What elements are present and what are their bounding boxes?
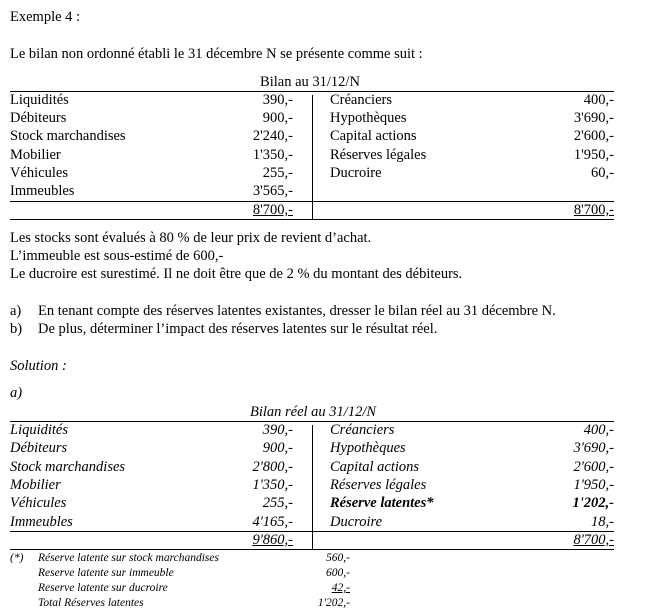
footnote-total-value: 1'202,-	[317, 597, 350, 609]
bilan-left-label: Liquidités	[10, 92, 69, 108]
footnote-marker: (*)	[10, 552, 24, 564]
bilan-left-value: 3'565,-	[252, 183, 293, 199]
bilan-reel-title: Bilan réel au 31/12/N	[249, 404, 377, 420]
bilan-right-label: Hypothèques	[330, 110, 407, 126]
bilan-right-label: Créanciers	[330, 92, 392, 108]
bilan-reel-left-value: 2'800,-	[252, 459, 293, 475]
bilan-reel-right-label: Réserves légales	[330, 477, 427, 493]
bilan-right-value: 3'690,-	[573, 110, 614, 126]
bilan-left-label: Véhicules	[10, 165, 68, 181]
solution-part-a: a)	[10, 385, 23, 401]
bilan-reel-right-value: 1'202,-	[572, 495, 614, 511]
bilan-total-left: 8'700,-	[252, 202, 293, 218]
note-line: Le ducroire est surestimé. Il ne doit être que de 2 % du montant des débiteurs.	[10, 266, 463, 282]
question-text: De plus, déterminer l’impact des réserves latentes sur le résultat réel.	[38, 321, 438, 337]
note-line: Les stocks sont évalués à 80 % de leur prix de revient d’achat.	[10, 230, 372, 246]
bilan-left-value: 390,-	[262, 92, 293, 108]
bilan-right-label: Capital actions	[330, 128, 417, 144]
bilan-right-label: Réserves légales	[330, 147, 427, 163]
bilan-title: Bilan au 31/12/N	[260, 74, 360, 90]
footnote-label: Réserve latente sur stock marchandises	[38, 552, 219, 564]
bilan-left-label: Immeubles	[10, 183, 75, 199]
bilan-reel-left-value: 255,-	[262, 495, 293, 511]
note-line: L’immeuble est sous-estimé de 600,-	[10, 248, 224, 264]
bilan-right-value: 400,-	[583, 92, 614, 108]
bilan-reel-left-label: Véhicules	[10, 495, 67, 511]
bilan-left-label: Mobilier	[10, 147, 61, 163]
bilan-reel-left-label: Stock marchandises	[10, 459, 126, 475]
heading: Exemple 4 :	[10, 9, 81, 25]
bilan-reel-right-value: 400,-	[583, 422, 614, 438]
bilan-left-value: 2'240,-	[252, 128, 293, 144]
footnote-total-label: Total Réserves latentes	[38, 597, 144, 609]
question-marker: a)	[10, 303, 22, 319]
bilan-total-right: 8'700,-	[573, 202, 614, 218]
footnote-value: 600,-	[326, 567, 350, 579]
bilan-right-label: Ducroire	[330, 165, 382, 181]
solution-label: Solution :	[10, 358, 67, 374]
bilan-reel-right-value: 2'600,-	[573, 459, 614, 475]
bilan-left-value: 255,-	[262, 165, 293, 181]
bilan-reel-right-value: 18,-	[591, 514, 614, 530]
intro-text: Le bilan non ordonné établi le 31 décembre N se présente comme suit :	[10, 46, 423, 62]
bilan-reel-left-label: Mobilier	[10, 477, 61, 493]
bilan-right-value: 1'950,-	[573, 147, 614, 163]
bilan-left-value: 1'350,-	[252, 147, 293, 163]
bilan-left-label: Stock marchandises	[10, 128, 126, 144]
bilan-reel-left-value: 4'165,-	[252, 514, 293, 530]
question-marker: b)	[10, 321, 23, 337]
bilan-reel-left-value: 1'350,-	[252, 477, 293, 493]
bilan-bottom-rule	[10, 219, 614, 220]
bilan-reel-left-label: Immeubles	[10, 514, 73, 530]
bilan-reel-right-label: Réserve latentes*	[330, 495, 434, 511]
bilan-reel-right-label: Capital actions	[330, 459, 420, 475]
bilan-reel-total-right: 8'700,-	[573, 532, 614, 548]
bilan-right-value: 2'600,-	[573, 128, 614, 144]
bilan-reel-left-label: Liquidités	[10, 422, 69, 438]
bilan-reel-left-value: 390,-	[262, 422, 293, 438]
bilan-left-label: Débiteurs	[10, 110, 67, 126]
footnote-label: Reserve latente sur immeuble	[38, 567, 174, 579]
bilan-reel-right-label: Hypothèques	[330, 440, 406, 456]
bilan-reel-left-value: 900,-	[262, 440, 293, 456]
footnote-value: 42,-	[331, 582, 350, 594]
bilan-reel-right-value: 1'950,-	[573, 477, 614, 493]
bilan-reel-total-left: 9'860,-	[252, 532, 293, 548]
bilan-reel-right-label: Ducroire	[330, 514, 383, 530]
bilan-reel-right-label: Créanciers	[330, 422, 395, 438]
footnote-value: 560,-	[326, 552, 350, 564]
bilan-reel-bottom-rule	[10, 549, 614, 550]
footnote-label: Reserve latente sur ducroire	[38, 582, 168, 594]
bilan-reel-left-label: Débiteurs	[10, 440, 68, 456]
question-text: En tenant compte des réserves latentes existantes, dresser le bilan réel au 31 décembre N.	[38, 303, 556, 319]
bilan-left-value: 900,-	[262, 110, 293, 126]
bilan-right-value: 60,-	[591, 165, 614, 181]
bilan-reel-right-value: 3'690,-	[573, 440, 614, 456]
